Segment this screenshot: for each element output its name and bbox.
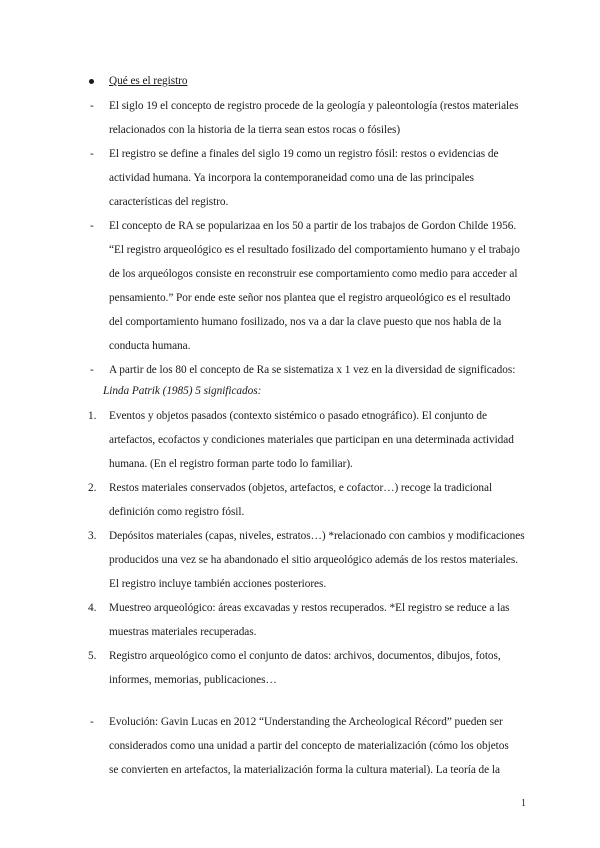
section-heading: Qué es el registro [109,75,188,87]
num2-line2: definición como registro fósil. [109,506,245,518]
bullet-dot-icon [89,79,94,84]
num3-line2: producidos una vez se ha abandonado el sitio arqueológico además de los restos materiales. [109,554,518,566]
num1-line3: humana. (En el registro forman parte todo lo familiar). [109,458,353,470]
num1-line1: Eventos y objetos pasados (contexto sistémico o pasado etnográfico). El conjunto de [109,410,487,422]
list-number: 1. [88,410,97,422]
item1-line2: relacionados con la historia de la tierra sean estos rocas o fósiles) [109,124,401,136]
list-number: 4. [88,602,97,614]
num4-line2: muestras materiales recuperadas. [109,626,257,638]
dash-marker: - [90,364,94,376]
item2-line3: características del registro. [109,196,229,208]
dash-marker: - [90,148,94,160]
list-number: 3. [88,530,97,542]
item3-line3: de los arqueólogos consiste en reconstruir ese comportamiento como medio para acceder al [109,268,518,280]
num2-line1: Restos materiales conservados (objetos, artefactos, e cofactor…) recoge la tradicional [109,482,493,494]
list-number: 5. [88,650,97,662]
num3-line1: Depósitos materiales (capas, niveles, estratos…) *relacionado con cambios y modificaciones [109,530,525,542]
item2-line1: El registro se define a finales del siglo 19 como un registro fósil: restos o evidencias de [109,148,499,160]
dash-marker: - [90,220,94,232]
item3-line5: del comportamiento humano fosilizado, nos va a dar la clave puesto que nos habla de la [109,316,502,328]
num4-line1: Muestreo arqueológico: áreas excavadas y restos recuperados. *El registro se reduce a las [109,602,510,614]
num3-line3: El registro incluye también acciones posteriores. [109,578,327,590]
evolution-line3: se convierten en artefactos, la materialización forma la cultura material). La teoría de la [109,764,500,776]
dash-marker: - [90,100,94,112]
num1-line2: artefactos, ecofactos y condiciones materiales que participan en una determinada actividad [109,434,514,446]
item4-line1: A partir de los 80 el concepto de Ra se sistematiza x 1 vez en la diversidad de significados: [109,364,516,376]
item3-line1: El concepto de RA se popularizaa en los 50 a partir de los trabajos de Gordon Childe 1956. [109,220,517,232]
num5-line1: Registro arqueológico como el conjunto de datos: archivos, documentos, dibujos, fotos, [109,650,501,662]
item3-line2: “El registro arqueológico es el resultado fosilizado del comportamiento humano y el trabajo [109,244,520,256]
item4-subheading: Linda Patrik (1985) 5 significados: [103,385,262,397]
num5-line2: informes, memorias, publicaciones… [109,674,277,686]
item3-line6: conducta humana. [109,340,191,352]
item1-line1: El siglo 19 el concepto de registro procede de la geología y paleontología (restos materiales [109,100,519,112]
evolution-line1: Evolución: Gavin Lucas en 2012 “Understanding the Archeological Récord” pueden ser [109,716,503,728]
page-number: 1 [521,798,526,809]
item3-line4: pensamiento.” Por ende este señor nos plantea que el registro arqueológico es el resultado [109,292,511,304]
item2-line2: actividad humana. Ya incorpora la contemporaneidad como una de las principales [109,172,475,184]
evolution-line2: considerados como una unidad a partir del concepto de materialización (cómo los objetos [109,740,509,752]
list-number: 2. [88,482,97,494]
dash-marker: - [90,716,94,728]
